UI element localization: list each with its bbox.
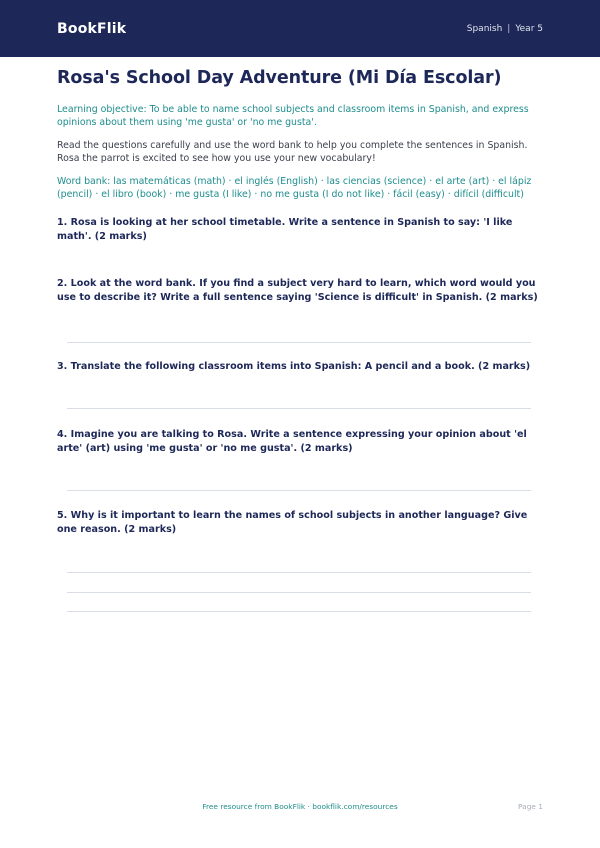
answer-line[interactable] [67,408,531,409]
footer [0,802,600,814]
header-meta [467,24,543,34]
question-1: 1. Rosa is looking at her school timetable. Write a sentence in Spanish to say: 'I like math'. (2 marks) [57,217,513,243]
question-2: 2. Look at the word bank. If you find a subject very hard to learn, which word would you use to describe it? Write a full sentence saying 'Science is difficult' in Spanish. (2 marks) [57,278,538,304]
page-number: Page 1 [518,802,543,811]
instructions: Read the questions carefully and use the word bank to help you complete the sentences in Spanish. Rosa the parrot is excited to see how you use your new vocabulary! [57,139,528,165]
answer-line[interactable] [67,490,531,491]
word-bank: Word bank: las matemáticas (math) · el inglés (English) · las ciencias (science) · el arte (art) · el lápiz (pencil) · el libro (book) · me gusta (I like) · no me gusta (I do not like) · fácil (easy) · difícil (difficult) [57,175,532,201]
subject-label: Spanish [466,23,503,34]
question-5: 5. Why is it important to learn the names of school subjects in another language? Give one reason. (2 marks) [57,510,528,536]
learning-objective: Learning objective: To be able to name school subjects and classroom items in Spanish, and express opinions about them using 'me gusta' or 'no me gusta'. [57,104,529,129]
footer-source[interactable]: Free resource from BookFlik · bookflik.com/resources [202,802,398,811]
worksheet-content [57,66,543,536]
header-separator: | [507,23,511,34]
answer-line[interactable] [67,342,531,343]
answer-line[interactable] [67,592,531,593]
question-4: 4. Imagine you are talking to Rosa. Write a sentence expressing your opinion about 'el arte' (art) using 'me gusta' or 'no me gusta'. (2 marks) [57,429,527,455]
worksheet-title: Rosa's School Day Adventure (Mi Día Escolar) [57,68,502,88]
year-label: Year 5 [515,23,543,34]
question-3: 3. Translate the following classroom items into Spanish: A pencil and a book. (2 marks) [57,361,531,372]
header-bar [0,0,600,57]
answer-line[interactable] [67,611,531,612]
answer-line[interactable] [67,572,531,573]
brand-logo: BookFlik [57,20,127,37]
